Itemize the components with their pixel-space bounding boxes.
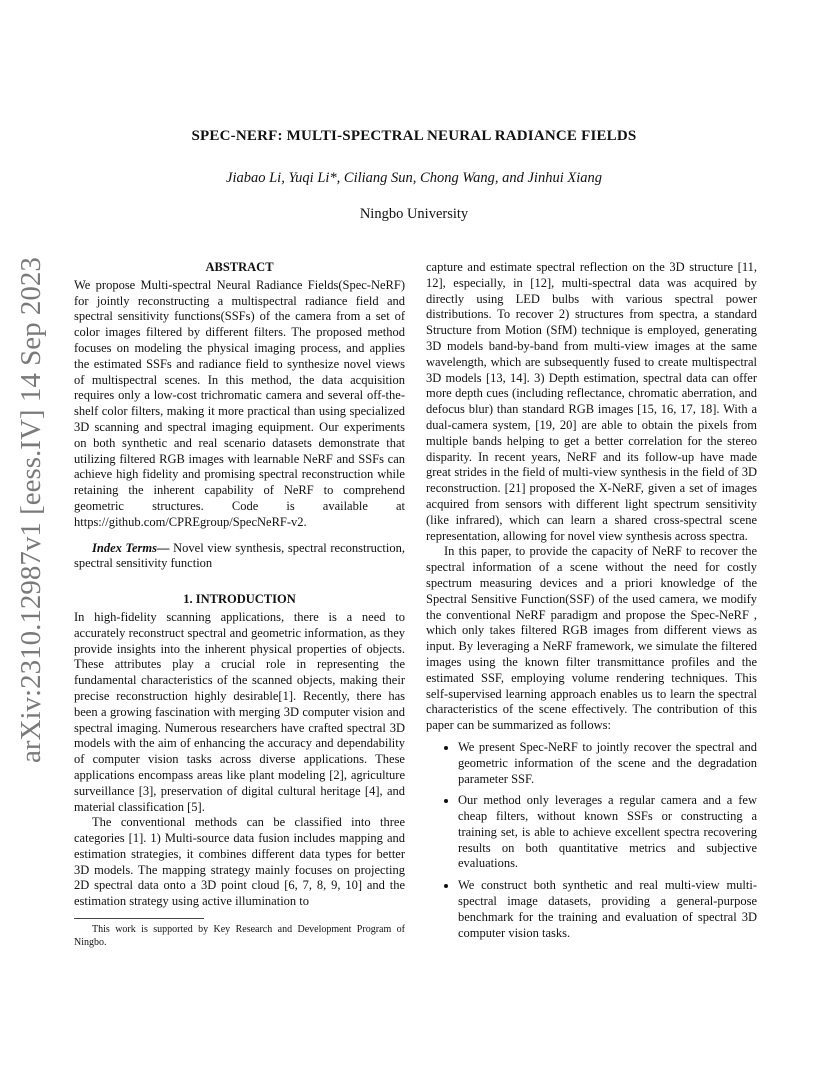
contribution-item: • Our method only leverages a regular camera and a few cheap filters, without known SSFs or constructing a training set, is able to achieve excellent spectra recovering results on both quantitative metrics and subjective evaluations. xyxy=(458,793,757,872)
contribution-item: • We present Spec-NeRF to jointly recover the spectral and geometric information of the scene and the degradation parameter SSF. xyxy=(458,740,757,787)
intro-heading: 1. INTRODUCTION xyxy=(183,592,296,607)
footnote: This work is supported by Key Research and Development Program of Ningbo. xyxy=(74,924,405,949)
intro-paragraph-4: In this paper, to provide the capacity of NeRF to recover the spectral information of a scene without the need for costly spectrum measuring devices and a priori knowledge of the Spectral Sensitive Function(SSF) of the used camera, we modify the conventional NeRF paradigm and propose the Spec-NeRF , which only takes filtered RGB images from different views as input. By leveraging a NeRF framework, we simulate the filtered images using the known filter transmittance profiles and the estimated SSF, employing volume rendering techniques. This self-supervised learning approach enables us to learn the spectral characteristics of the scene effectively. The contribution of this paper can be summarized as follows: xyxy=(426,544,757,733)
contribution-item: • We construct both synthetic and real multi-view multi-spectral image datasets, providing a general-purpose benchmark for the training and evaluation of spectral 3D computer vision tasks. xyxy=(458,878,757,941)
intro-paragraph-3: capture and estimate spectral reflection on the 3D structure [11, 12], especially, in [12], multi-spectral data was acquired by directly using LED bulbs with various spectral power distributions. To recover 2) structures from spectra, a standard Structure from Motion (SfM) technique is employed, generating 3D models band-by-band from multi-view images at the same wavelength, which are subsequently fused to create multispectral 3D models [13, 14]. 3) Depth estimation, spectral data can offer more depth cues (including reflectance, chromatic aberration, and defocus blur) than standard RGB images [15, 16, 17, 18]. With a dual-camera system, [19, 20] are able to obtain the pixels from multiple bands helping to get a better correlation for the stereo disparity. In recent years, NeRF and its follow-up have made great strides in the field of multi-view synthesis in the field of 3D reconstruction. [21] proposed the X-NeRF, given a set of images acquired from sensors with different light spectrum sensitivity (like infrared), which can learn a shared cross-spectral scene representation, allowing for novel view synthesis across spectra. xyxy=(426,260,757,543)
index-terms xyxy=(74,541,405,573)
intro-paragraph-1: In high-fidelity scanning applications, there is a need to accurately reconstruct spectral and geometric information, as they provide insights into the inherent physical properties of objects. These attributes play a crucial role in representing the fundamental characteristics of the scanned objects, making their precise reconstruction highly desirable[1]. Recently, there has been a growing fascination with merging 3D computer vision and spectral imaging. Numerous researchers have crafted spectral 3D models with the aim of enhancing the accuracy and dependability of computer vision tasks across diverse applications. These applications encompass areas like plant modeling [2], agriculture surveillance [3], preservation of digital cultural heritage [4], and material classification [5]. xyxy=(74,609,405,814)
left-column xyxy=(74,260,405,949)
paper-title: SPEC-NERF: MULTI-SPECTRAL NEURAL RADIANCE FIELDS xyxy=(191,128,637,144)
arxiv-identifier: arXiv:2310.12987v1 [eess.IV] 14 Sep 2023 xyxy=(15,257,47,763)
abstract-heading: ABSTRACT xyxy=(205,260,274,274)
index-terms-text: Novel view synthesis, spectral reconstruction, spectral sensitivity function xyxy=(74,540,405,571)
affiliation: Ningbo University xyxy=(359,206,469,222)
right-column xyxy=(426,260,757,947)
index-terms-label: Index Terms— xyxy=(92,540,170,555)
abstract-text: We propose Multi-spectral Neural Radiance Fields(Spec-NeRF) for jointly reconstructing a multispectral radiance field and spectral sensitivity functions(SSFs) of the camera from a set of color images filtered by different filters. The proposed method focuses on modeling the physical imaging process, and applies the estimated SSFs and radiance field to synthesize novel views of multispectral scenes. In this method, the data acquisition requires only a low-cost trichromatic camera and several off-the-shelf color filters, making it more practical than using specialized 3D scanning and spectral imaging equipment. Our experiments on both synthetic and real scenario datasets demonstrate that utilizing filtered RGB images with learnable NeRF and SSFs can achieve high fidelity and promising spectral reconstruction while retaining the inherent capability of NeRF to comprehend geometric structures. Code is available at https://github.com/CPREgroup/SpecNeRF-v2. xyxy=(74,277,405,529)
intro-paragraph-2: The conventional methods can be classified into three categories [1]. 1) Multi-source data fusion includes mapping and estimation strategies, it combines different data types for better 3D models. The mapping strategy mainly focuses on projecting 2D spectral data onto a 3D point cloud [6, 7, 8, 9, 10] and the estimation strategy using active illumination to xyxy=(74,815,405,909)
footnote-divider xyxy=(74,918,204,919)
author-list: Jiabao Li, Yuqi Li*, Ciliang Sun, Chong Wang, and Jinhui Xiang xyxy=(226,170,602,186)
contribution-list xyxy=(426,740,757,942)
